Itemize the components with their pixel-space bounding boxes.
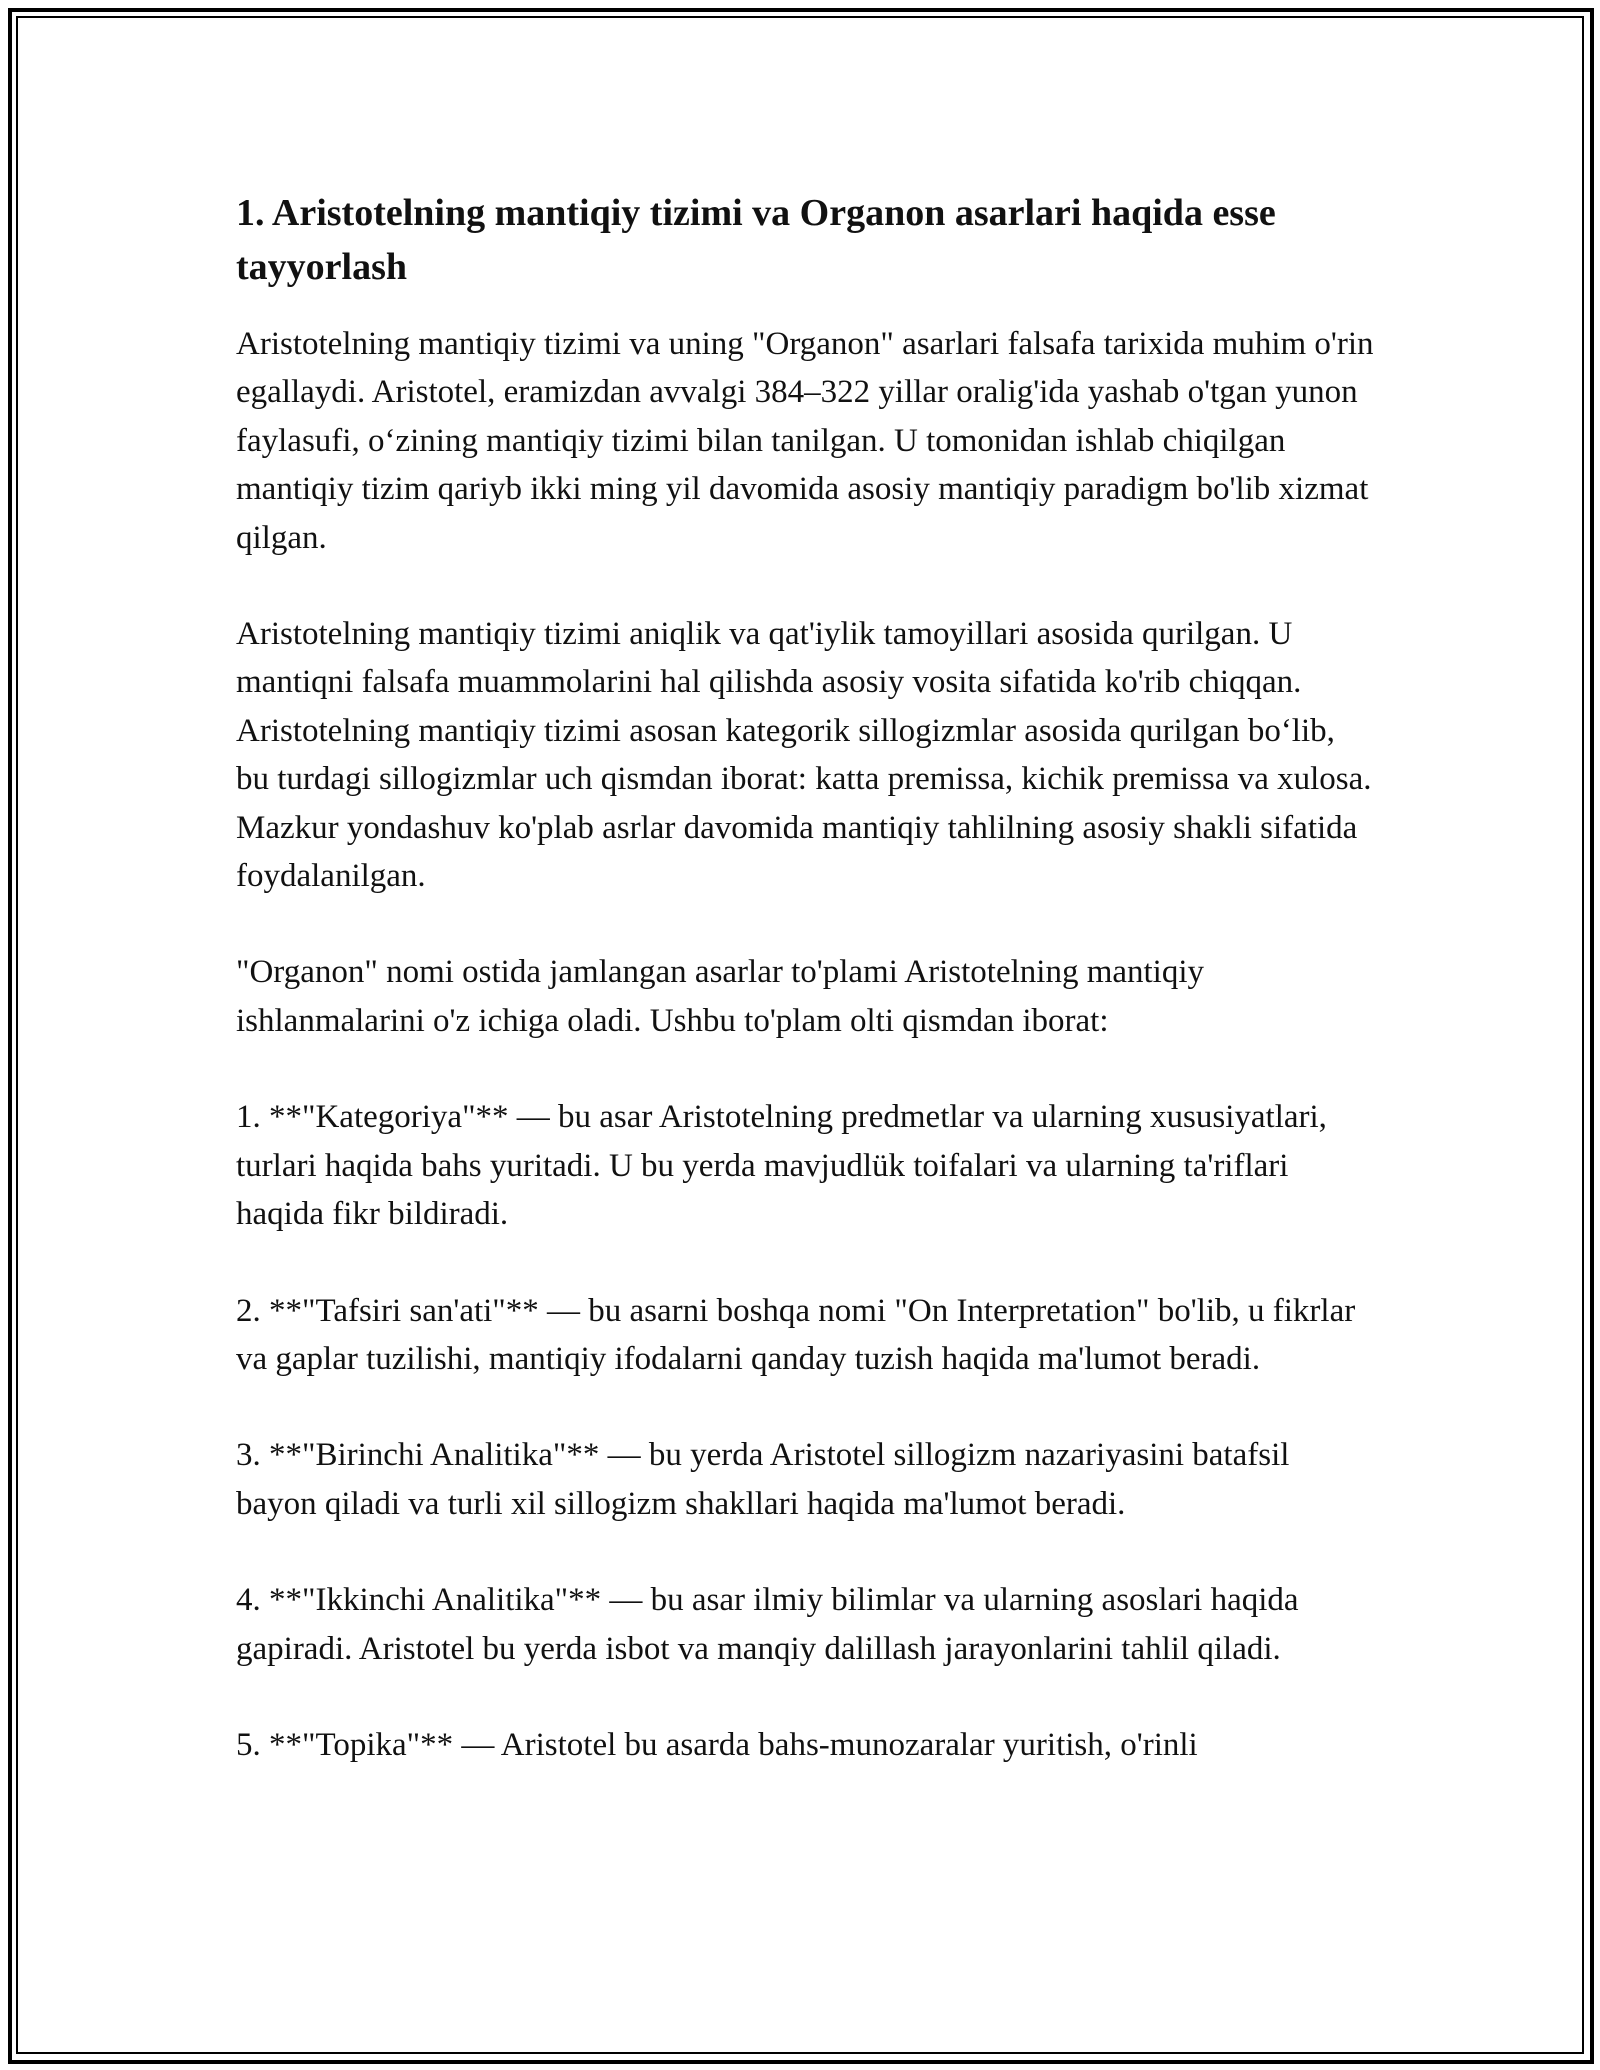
document-body <box>236 186 1376 1769</box>
list-item-birinchi-analitika: 3. **"Birinchi Analitika"** — bu yerda Aristotel sillogizm nazariyasini batafsil bayon qiladi va turli xil sillogizm shakllari haqida ma'lumot beradi. <box>236 1437 1290 1522</box>
list-item-kategoriya: 1. **"Kategoriya"** — bu asar Aristotelning predmetlar va ularning xususiyatlari, turlari haqida bahs yuritadi. U bu yerda mavjudlük toifalari va ularning ta'riflari haqida fikr bildiradi. <box>236 1099 1327 1233</box>
paragraph-logic-system: Aristotelning mantiqiy tizimi aniqlik va qat'iylik tamoyillari asosida qurilgan. U mantiqni falsafa muammolarini hal qilishda asosiy vosita sifatida ko'rib chiqqan. Aristotelning mantiqiy tizimi asosan kategorik sillogizmlar asosida qurilgan bo‘lib, bu turdagi sillogizmlar uch qismdan iborat: katta premissa, kichik premissa va xulosa. Mazkur yondashuv ko'plab asrlar davomida mantiqiy tahlilning asosiy shakli sifatida foydalanilgan. <box>236 616 1372 895</box>
list-item-topika: 5. **"Topika"** — Aristotel bu asarda bahs-munozaralar yuritish, o'rinli <box>236 1726 1198 1763</box>
list-item-ikkinchi-analitika: 4. **"Ikkinchi Analitika"** — bu asar ilmiy bilimlar va ularning asoslari haqida gapiradi. Aristotel bu yerda isbot va manqiy dalillash jarayonlarini tahlil qiladi. <box>236 1582 1299 1667</box>
paragraph-organon: "Organon" nomi ostida jamlangan asarlar to'plami Aristotelning mantiqiy ishlanmalarini o'z ichiga oladi. Ushbu to'plam olti qismdan iborat: <box>236 954 1205 1039</box>
list-item-tafsiri: 2. **"Tafsiri san'ati"** — bu asarni boshqa nomi "On Interpretation" bo'lib, u fikrlar va gaplar tuzilishi, mantiqiy ifodalarni qanday tuzish haqida ma'lumot beradi. <box>236 1292 1356 1377</box>
paragraph-intro: Aristotelning mantiqiy tizimi va uning "Organon" asarlari falsafa tarixida muhim o'rin egallaydi. Aristotel, eramizdan avvalgi 384–322 yillar oralig'ida yashab o'tgan yunon faylasufi, o‘zining mantiqiy tizimi bilan tanilgan. U tomonidan ishlab chiqilgan mantiqiy tizim qariyb ikki ming yil davomida asosiy mantiqiy paradigm bo'lib xizmat qilgan. <box>236 326 1374 556</box>
document-title: 1. Aristotelning mantiqiy tizimi va Organon asarlari haqida esse tayyorlash <box>236 192 1276 288</box>
